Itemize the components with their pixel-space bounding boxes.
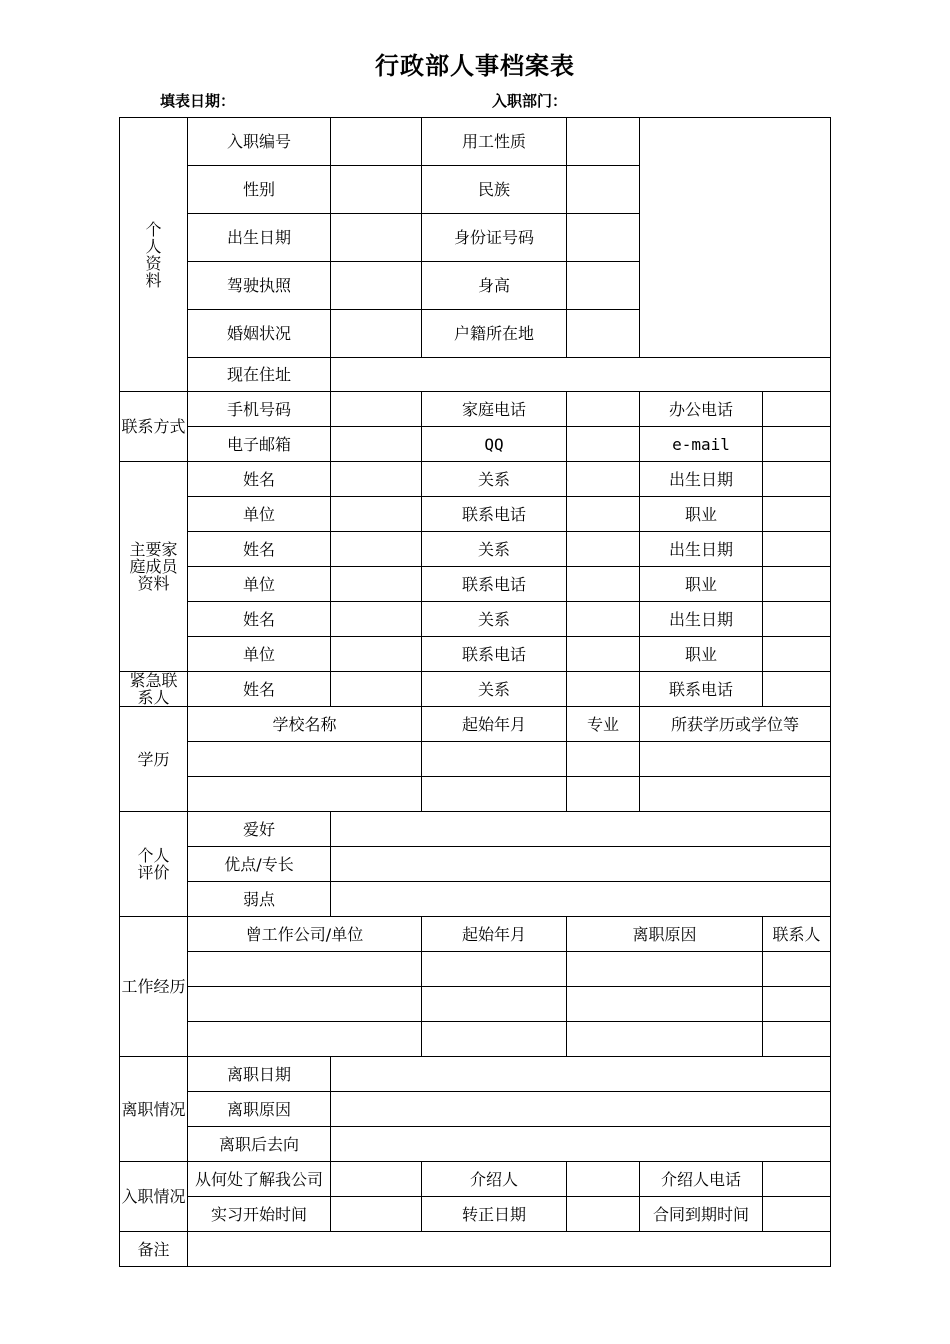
label-family-unit: 单位 xyxy=(188,567,331,602)
label-family-job: 职业 xyxy=(640,567,763,602)
label-family-relation: 关系 xyxy=(422,462,567,497)
field-family-job[interactable] xyxy=(763,637,831,672)
field-family-job[interactable] xyxy=(763,567,831,602)
field-major[interactable] xyxy=(567,742,640,777)
section-resignation: 离职情况 xyxy=(120,1057,188,1162)
field-strengths[interactable] xyxy=(331,847,831,882)
field-office-phone[interactable] xyxy=(763,392,831,427)
field-emergency-name[interactable] xyxy=(331,672,422,707)
field-current-address[interactable] xyxy=(331,358,831,392)
field-emergency-phone[interactable] xyxy=(763,672,831,707)
personnel-record-table xyxy=(119,117,831,1267)
field-home-phone[interactable] xyxy=(567,392,640,427)
label-id-number: 身份证号码 xyxy=(422,214,567,262)
label-weaknesses: 弱点 xyxy=(188,882,331,917)
field-edu-period[interactable] xyxy=(422,742,567,777)
page-title: 行政部人事档案表 xyxy=(375,51,575,80)
field-family-name[interactable] xyxy=(331,602,422,637)
label-hobbies: 爱好 xyxy=(188,812,331,847)
field-work-contact[interactable] xyxy=(763,1022,831,1057)
field-resign-destination[interactable] xyxy=(331,1127,831,1162)
field-gender[interactable] xyxy=(331,166,422,214)
label-emergency-relation: 关系 xyxy=(422,672,567,707)
label-emergency-phone: 联系电话 xyxy=(640,672,763,707)
field-company[interactable] xyxy=(188,1022,422,1057)
field-leave-reason[interactable] xyxy=(567,1022,763,1057)
field-major[interactable] xyxy=(567,777,640,812)
field-remarks[interactable] xyxy=(188,1232,831,1267)
field-school[interactable] xyxy=(188,777,422,812)
label-qq: QQ xyxy=(422,427,567,462)
label-referrer: 介绍人 xyxy=(422,1162,567,1197)
field-family-relation[interactable] xyxy=(567,532,640,567)
department-label: 入职部门： xyxy=(492,92,568,110)
label-family-phone: 联系电话 xyxy=(422,567,567,602)
field-household-location[interactable] xyxy=(567,310,640,358)
field-driving-license[interactable] xyxy=(331,262,422,310)
field-family-unit[interactable] xyxy=(331,567,422,602)
label-contract-end: 合同到期时间 xyxy=(640,1197,763,1232)
field-family-name[interactable] xyxy=(331,462,422,497)
field-work-contact[interactable] xyxy=(763,987,831,1022)
label-mobile: 手机号码 xyxy=(188,392,331,427)
section-onboarding: 入职情况 xyxy=(120,1162,188,1232)
field-family-unit[interactable] xyxy=(331,637,422,672)
section-contact: 联系方式 xyxy=(120,392,188,462)
field-marital-status[interactable] xyxy=(331,310,422,358)
label-family-phone: 联系电话 xyxy=(422,637,567,672)
header-edu-period: 起始年月 xyxy=(422,707,567,742)
field-degree[interactable] xyxy=(640,742,831,777)
label-driving-license: 驾驶执照 xyxy=(188,262,331,310)
label-family-name: 姓名 xyxy=(188,462,331,497)
photo-area[interactable] xyxy=(640,118,831,358)
label-family-unit: 单位 xyxy=(188,497,331,532)
label-height: 身高 xyxy=(422,262,567,310)
fill-date-label: 填表日期： xyxy=(160,92,236,110)
field-company[interactable] xyxy=(188,987,422,1022)
field-referrer[interactable] xyxy=(567,1162,640,1197)
label-household-location: 户籍所在地 xyxy=(422,310,567,358)
label-strengths: 优点/专长 xyxy=(188,847,331,882)
field-entry-no[interactable] xyxy=(331,118,422,166)
field-leave-reason[interactable] xyxy=(567,952,763,987)
field-internship-start[interactable] xyxy=(331,1197,422,1232)
field-leave-reason[interactable] xyxy=(567,987,763,1022)
field-resign-reason[interactable] xyxy=(331,1092,831,1127)
label-internship-start: 实习开始时间 xyxy=(188,1197,331,1232)
field-family-relation[interactable] xyxy=(567,462,640,497)
section-education: 学历 xyxy=(120,707,188,812)
header-work-contact: 联系人 xyxy=(763,917,831,952)
field-work-period[interactable] xyxy=(422,1022,567,1057)
field-referrer-phone[interactable] xyxy=(763,1162,831,1197)
field-edu-period[interactable] xyxy=(422,777,567,812)
label-family-relation: 关系 xyxy=(422,532,567,567)
field-mobile[interactable] xyxy=(331,392,422,427)
field-family-birth[interactable] xyxy=(763,602,831,637)
section-evaluation: 个人评价 xyxy=(120,812,188,917)
field-ethnicity[interactable] xyxy=(567,166,640,214)
field-family-phone[interactable] xyxy=(567,637,640,672)
header-company: 曾工作公司/单位 xyxy=(188,917,422,952)
label-entry-no: 入职编号 xyxy=(188,118,331,166)
label-office-phone: 办公电话 xyxy=(640,392,763,427)
field-id-number[interactable] xyxy=(567,214,640,262)
label-family-unit: 单位 xyxy=(188,637,331,672)
label-family-job: 职业 xyxy=(640,637,763,672)
field-height[interactable] xyxy=(567,262,640,310)
field-school[interactable] xyxy=(188,742,422,777)
field-hobbies[interactable] xyxy=(331,812,831,847)
field-regular-date[interactable] xyxy=(567,1197,640,1232)
label-gender: 性别 xyxy=(188,166,331,214)
section-family: 主要家庭成员资料 xyxy=(120,462,188,672)
label-family-relation: 关系 xyxy=(422,602,567,637)
field-work-period[interactable] xyxy=(422,952,567,987)
field-family-birth[interactable] xyxy=(763,532,831,567)
header-major: 专业 xyxy=(567,707,640,742)
section-work: 工作经历 xyxy=(120,917,188,1057)
label-source: 从何处了解我公司 xyxy=(188,1162,331,1197)
label-family-birth: 出生日期 xyxy=(640,602,763,637)
label-ethnicity: 民族 xyxy=(422,166,567,214)
label-family-name: 姓名 xyxy=(188,532,331,567)
label-email-en: e-mail xyxy=(640,427,763,462)
label-resign-date: 离职日期 xyxy=(188,1057,331,1092)
header-school: 学校名称 xyxy=(188,707,422,742)
field-family-phone[interactable] xyxy=(567,497,640,532)
header-work-period: 起始年月 xyxy=(422,917,567,952)
field-work-period[interactable] xyxy=(422,987,567,1022)
field-qq[interactable] xyxy=(567,427,640,462)
field-family-name[interactable] xyxy=(331,532,422,567)
label-family-job: 职业 xyxy=(640,497,763,532)
label-employment-type: 用工性质 xyxy=(422,118,567,166)
label-regular-date: 转正日期 xyxy=(422,1197,567,1232)
field-emergency-relation[interactable] xyxy=(567,672,640,707)
field-work-contact[interactable] xyxy=(763,952,831,987)
field-weaknesses[interactable] xyxy=(331,882,831,917)
field-resign-date[interactable] xyxy=(331,1057,831,1092)
field-contract-end[interactable] xyxy=(763,1197,831,1232)
label-emergency-name: 姓名 xyxy=(188,672,331,707)
label-resign-destination: 离职后去向 xyxy=(188,1127,331,1162)
field-family-job[interactable] xyxy=(763,497,831,532)
section-emergency: 紧急联系人 xyxy=(120,672,188,707)
field-family-phone[interactable] xyxy=(567,567,640,602)
field-company[interactable] xyxy=(188,952,422,987)
label-current-address: 现在住址 xyxy=(188,358,331,392)
field-family-relation[interactable] xyxy=(567,602,640,637)
field-email-en[interactable] xyxy=(763,427,831,462)
section-personal: 个人资料 xyxy=(120,118,188,392)
header-degree: 所获学历或学位等 xyxy=(640,707,831,742)
field-family-birth[interactable] xyxy=(763,462,831,497)
label-referrer-phone: 介绍人电话 xyxy=(640,1162,763,1197)
label-family-birth: 出生日期 xyxy=(640,462,763,497)
label-email-cn: 电子邮箱 xyxy=(188,427,331,462)
field-email-cn[interactable] xyxy=(331,427,422,462)
label-family-birth: 出生日期 xyxy=(640,532,763,567)
field-degree[interactable] xyxy=(640,777,831,812)
field-source[interactable] xyxy=(331,1162,422,1197)
field-employment-type[interactable] xyxy=(567,118,640,166)
field-birth-date[interactable] xyxy=(331,214,422,262)
section-remarks: 备注 xyxy=(120,1232,188,1267)
label-resign-reason: 离职原因 xyxy=(188,1092,331,1127)
label-marital-status: 婚姻状况 xyxy=(188,310,331,358)
header-leave-reason: 离职原因 xyxy=(567,917,763,952)
field-family-unit[interactable] xyxy=(331,497,422,532)
label-family-name: 姓名 xyxy=(188,602,331,637)
label-family-phone: 联系电话 xyxy=(422,497,567,532)
label-home-phone: 家庭电话 xyxy=(422,392,567,427)
label-birth-date: 出生日期 xyxy=(188,214,331,262)
